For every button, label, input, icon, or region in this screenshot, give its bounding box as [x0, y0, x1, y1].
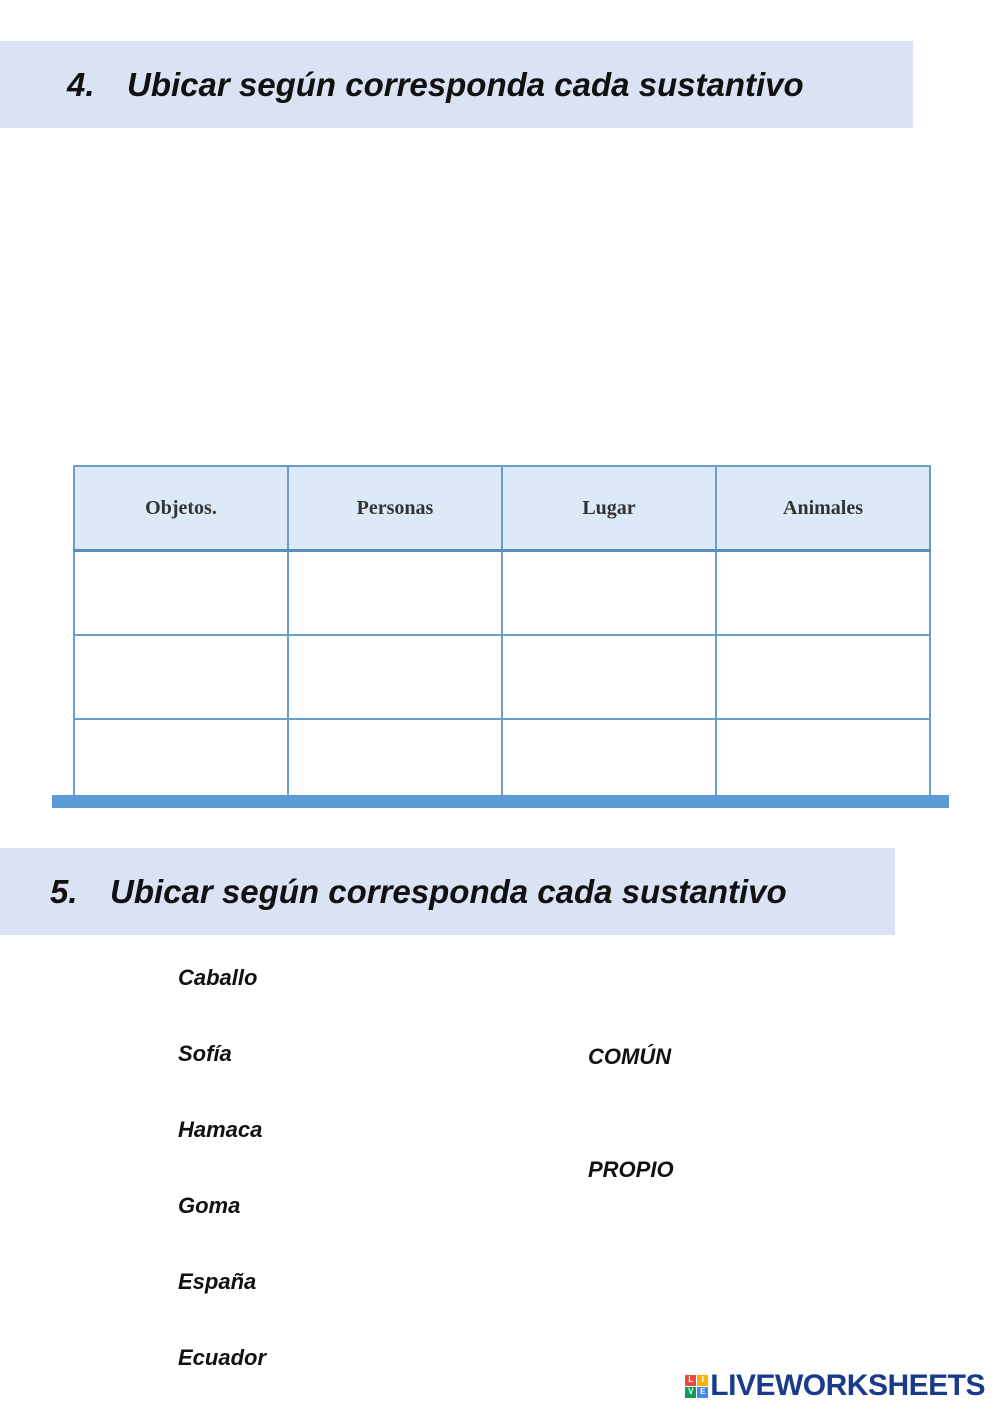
header-objetos: Objetos.	[74, 466, 288, 551]
liveworksheets-logo	[685, 1369, 985, 1403]
word-hamaca[interactable]: Hamaca	[178, 1117, 263, 1142]
logo-letter-l: L	[685, 1375, 696, 1386]
section-5-title-text: Ubicar según corresponda cada sustantivo	[110, 872, 787, 910]
table-header-row	[74, 466, 930, 551]
drop-cell[interactable]	[288, 635, 502, 719]
drop-cell[interactable]	[502, 551, 716, 636]
header-lugar: Lugar	[502, 466, 716, 551]
drop-cell[interactable]	[716, 719, 930, 803]
section-5-number: 5.	[50, 872, 78, 910]
word-goma[interactable]: Goma	[178, 1193, 241, 1218]
drop-cell[interactable]	[288, 719, 502, 803]
drop-cell[interactable]	[502, 635, 716, 719]
section-4-title	[67, 41, 804, 128]
section-5-header	[0, 848, 895, 935]
header-animales: Animales	[716, 466, 930, 551]
header-personas: Personas	[288, 466, 502, 551]
category-propio[interactable]: PROPIO	[588, 1157, 674, 1182]
table-bottom-bar	[52, 795, 949, 808]
logo-icon	[685, 1375, 708, 1398]
table-row	[74, 635, 930, 719]
word-sofia[interactable]: Sofía	[178, 1041, 232, 1066]
section-4-number: 4.	[67, 65, 95, 103]
section-4-title-text: Ubicar según corresponda cada sustantivo	[127, 65, 804, 103]
drop-cell[interactable]	[716, 551, 930, 636]
drop-cell[interactable]	[288, 551, 502, 636]
logo-letter-i: I	[697, 1375, 708, 1386]
section-5-title	[50, 848, 787, 935]
word-ecuador[interactable]: Ecuador	[178, 1345, 267, 1370]
drop-cell[interactable]	[716, 635, 930, 719]
word-espana[interactable]: España	[178, 1269, 257, 1294]
logo-letter-v: V	[685, 1387, 696, 1398]
drop-cell[interactable]	[74, 719, 288, 803]
drop-cell[interactable]	[74, 551, 288, 636]
drop-cell[interactable]	[74, 635, 288, 719]
logo-text: LIVEWORKSHEETS	[710, 1369, 985, 1402]
table-row	[74, 719, 930, 803]
logo-letter-e: E	[697, 1387, 708, 1398]
drop-cell[interactable]	[502, 719, 716, 803]
table-row	[74, 551, 930, 636]
word-caballo[interactable]: Caballo	[178, 965, 258, 990]
category-comun[interactable]: COMÚN	[588, 1044, 672, 1069]
section-4-header	[0, 41, 913, 128]
sorting-table	[73, 465, 931, 804]
